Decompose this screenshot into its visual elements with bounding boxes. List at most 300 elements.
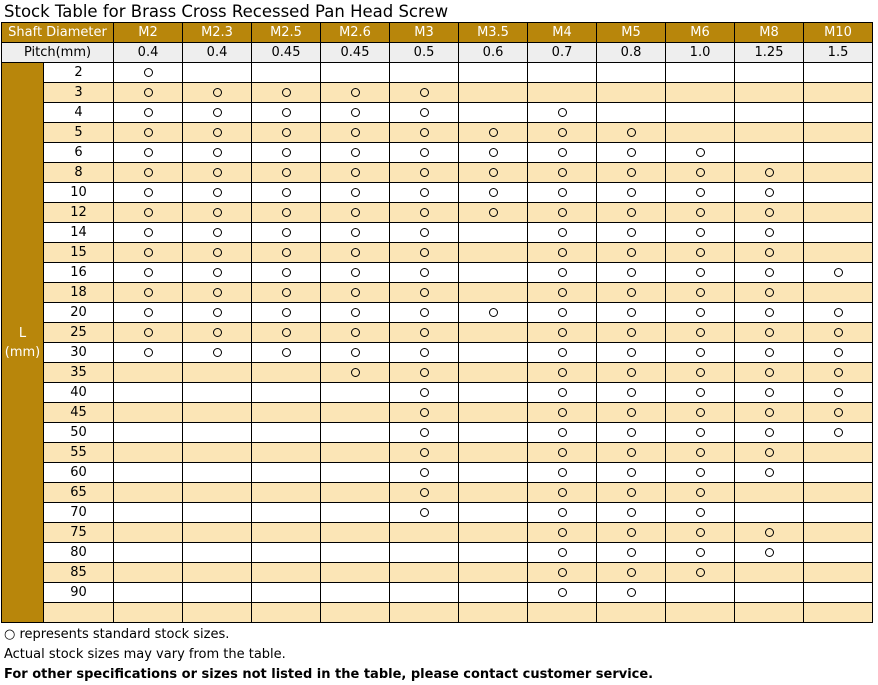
stock-cell [666, 403, 735, 423]
stock-cell [735, 223, 804, 243]
stock-cell [390, 63, 459, 83]
stock-mark-circle-icon [351, 368, 360, 377]
stock-mark-circle-icon [834, 388, 843, 397]
stock-cell [666, 523, 735, 543]
length-value: 65 [44, 483, 114, 503]
stock-mark-circle-icon [558, 188, 567, 197]
stock-cell [321, 583, 390, 603]
table-row [2, 363, 873, 383]
stock-mark-circle-icon [144, 288, 153, 297]
stock-cell [459, 563, 528, 583]
stock-mark-circle-icon [696, 448, 705, 457]
stock-mark-circle-icon [144, 308, 153, 317]
stock-mark-circle-icon [489, 168, 498, 177]
stock-cell [252, 403, 321, 423]
stock-cell [528, 303, 597, 323]
pitch-row [2, 43, 873, 63]
stock-cell [390, 383, 459, 403]
stock-mark-circle-icon [627, 348, 636, 357]
stock-cell [114, 283, 183, 303]
table-row [2, 143, 873, 163]
length-value: 3 [44, 83, 114, 103]
stock-mark-circle-icon [696, 468, 705, 477]
stock-mark-circle-icon [144, 268, 153, 277]
table-row [2, 203, 873, 223]
stock-mark-circle-icon [558, 368, 567, 377]
stock-cell [666, 603, 735, 623]
stock-cell [735, 263, 804, 283]
size-header-m3: M3 [390, 23, 459, 43]
stock-cell [735, 563, 804, 583]
stock-cell [804, 463, 873, 483]
stock-mark-circle-icon [558, 428, 567, 437]
stock-cell [459, 103, 528, 123]
size-header-m8: M8 [735, 23, 804, 43]
stock-cell [390, 423, 459, 443]
pitch-value: 0.5 [390, 43, 459, 63]
stock-mark-circle-icon [213, 228, 222, 237]
stock-mark-circle-icon [420, 448, 429, 457]
stock-cell [804, 123, 873, 143]
stock-cell [528, 403, 597, 423]
stock-mark-circle-icon [420, 408, 429, 417]
stock-mark-circle-icon [420, 188, 429, 197]
stock-mark-circle-icon [834, 428, 843, 437]
stock-cell [390, 503, 459, 523]
stock-cell [390, 523, 459, 543]
stock-mark-circle-icon [627, 548, 636, 557]
table-row [2, 543, 873, 563]
stock-cell [528, 563, 597, 583]
stock-mark-circle-icon [213, 168, 222, 177]
stock-cell [459, 403, 528, 423]
stock-cell [666, 223, 735, 243]
stock-cell [183, 203, 252, 223]
length-value: 15 [44, 243, 114, 263]
stock-mark-circle-icon [627, 428, 636, 437]
stock-mark-circle-icon [696, 328, 705, 337]
stock-cell [114, 523, 183, 543]
stock-mark-circle-icon [489, 188, 498, 197]
stock-cell [804, 323, 873, 343]
stock-cell [528, 223, 597, 243]
stock-cell [597, 523, 666, 543]
stock-cell [252, 303, 321, 323]
stock-cell [252, 243, 321, 263]
stock-cell [459, 603, 528, 623]
stock-cell [390, 223, 459, 243]
table-row [2, 83, 873, 103]
stock-cell [390, 603, 459, 623]
stock-mark-circle-icon [351, 188, 360, 197]
stock-cell [390, 203, 459, 223]
stock-cell [666, 143, 735, 163]
length-value: 25 [44, 323, 114, 343]
length-value: 70 [44, 503, 114, 523]
stock-cell [459, 323, 528, 343]
stock-mark-circle-icon [627, 468, 636, 477]
stock-cell [459, 463, 528, 483]
stock-cell [804, 483, 873, 503]
stock-cell [666, 483, 735, 503]
stock-cell [459, 363, 528, 383]
stock-mark-circle-icon [420, 128, 429, 137]
stock-cell [252, 143, 321, 163]
stock-cell [597, 63, 666, 83]
size-header-m2-3: M2.3 [183, 23, 252, 43]
stock-mark-circle-icon [696, 288, 705, 297]
stock-mark-circle-icon [144, 228, 153, 237]
length-value: 4 [44, 103, 114, 123]
stock-mark-circle-icon [558, 408, 567, 417]
stock-cell [252, 463, 321, 483]
stock-mark-circle-icon [351, 228, 360, 237]
stock-cell [666, 563, 735, 583]
stock-mark-circle-icon [351, 328, 360, 337]
table-row [2, 223, 873, 243]
stock-cell [804, 283, 873, 303]
length-label-l: L [18, 325, 27, 341]
stock-mark-circle-icon [282, 108, 291, 117]
stock-cell [735, 443, 804, 463]
stock-mark-circle-icon [558, 548, 567, 557]
stock-cell [597, 603, 666, 623]
stock-cell [114, 163, 183, 183]
stock-cell [252, 283, 321, 303]
stock-cell [597, 183, 666, 203]
stock-cell [666, 463, 735, 483]
stock-mark-circle-icon [420, 288, 429, 297]
stock-mark-circle-icon [765, 288, 774, 297]
stock-cell [666, 583, 735, 603]
stock-mark-circle-icon [420, 88, 429, 97]
stock-cell [804, 103, 873, 123]
stock-mark-circle-icon [765, 388, 774, 397]
stock-mark-circle-icon [834, 328, 843, 337]
stock-cell [321, 183, 390, 203]
stock-mark-circle-icon [213, 268, 222, 277]
stock-mark-circle-icon [765, 208, 774, 217]
stock-mark-circle-icon [420, 228, 429, 237]
size-header-m10: M10 [804, 23, 873, 43]
stock-mark-circle-icon [420, 308, 429, 317]
stock-cell [321, 143, 390, 163]
stock-cell [321, 363, 390, 383]
stock-mark-circle-icon [627, 308, 636, 317]
stock-mark-circle-icon [489, 308, 498, 317]
stock-cell [597, 443, 666, 463]
stock-cell [666, 363, 735, 383]
stock-cell [321, 483, 390, 503]
stock-mark-circle-icon [696, 188, 705, 197]
stock-mark-circle-icon [213, 108, 222, 117]
length-value: 90 [44, 583, 114, 603]
stock-cell [735, 583, 804, 603]
stock-mark-circle-icon [696, 348, 705, 357]
stock-mark-circle-icon [282, 248, 291, 257]
stock-cell [597, 303, 666, 323]
size-header-m4: M4 [528, 23, 597, 43]
stock-mark-circle-icon [282, 308, 291, 317]
legend-note: ○ represents standard stock sizes. [4, 627, 230, 642]
stock-cell [321, 523, 390, 543]
stock-mark-circle-icon [420, 208, 429, 217]
length-value [44, 603, 114, 623]
stock-cell [597, 243, 666, 263]
table-row [2, 583, 873, 603]
stock-mark-circle-icon [696, 568, 705, 577]
stock-mark-circle-icon [213, 208, 222, 217]
stock-mark-circle-icon [144, 328, 153, 337]
stock-cell [390, 303, 459, 323]
stock-cell [114, 463, 183, 483]
stock-cell [252, 383, 321, 403]
stock-cell [114, 483, 183, 503]
stock-cell [321, 323, 390, 343]
stock-cell [804, 63, 873, 83]
stock-cell [114, 63, 183, 83]
stock-mark-circle-icon [282, 168, 291, 177]
stock-mark-circle-icon [696, 408, 705, 417]
stock-cell [321, 243, 390, 263]
stock-mark-circle-icon [213, 308, 222, 317]
length-value: 35 [44, 363, 114, 383]
table-row [2, 323, 873, 343]
stock-mark-circle-icon [558, 228, 567, 237]
stock-cell [666, 263, 735, 283]
table-row [2, 243, 873, 263]
size-header-m6: M6 [666, 23, 735, 43]
stock-mark-circle-icon [351, 288, 360, 297]
stock-cell [735, 303, 804, 323]
table-row [2, 403, 873, 423]
stock-cell [459, 283, 528, 303]
stock-cell [114, 243, 183, 263]
stock-cell [321, 83, 390, 103]
stock-cell [528, 383, 597, 403]
stock-cell [390, 163, 459, 183]
stock-cell [735, 523, 804, 543]
stock-cell [321, 203, 390, 223]
stock-cell [321, 303, 390, 323]
stock-mark-circle-icon [765, 248, 774, 257]
stock-mark-circle-icon [213, 248, 222, 257]
stock-mark-circle-icon [627, 268, 636, 277]
stock-mark-circle-icon [282, 348, 291, 357]
variance-note: Actual stock sizes may vary from the table. [4, 647, 286, 662]
stock-mark-circle-icon [489, 148, 498, 157]
stock-cell [390, 183, 459, 203]
stock-cell [390, 263, 459, 283]
length-value: 14 [44, 223, 114, 243]
table-row [2, 303, 873, 323]
stock-mark-circle-icon [558, 268, 567, 277]
stock-cell [528, 203, 597, 223]
stock-cell [390, 343, 459, 363]
stock-mark-circle-icon [144, 188, 153, 197]
stock-cell [528, 103, 597, 123]
table-row [2, 343, 873, 363]
stock-mark-circle-icon [282, 328, 291, 337]
stock-cell [252, 583, 321, 603]
stock-cell [666, 63, 735, 83]
stock-cell [390, 543, 459, 563]
stock-cell [321, 503, 390, 523]
stock-cell [390, 323, 459, 343]
stock-cell [735, 323, 804, 343]
stock-cell [321, 403, 390, 423]
stock-mark-circle-icon [351, 348, 360, 357]
stock-cell [735, 463, 804, 483]
stock-cell [252, 223, 321, 243]
stock-mark-circle-icon [420, 508, 429, 517]
stock-cell [735, 483, 804, 503]
stock-mark-circle-icon [489, 208, 498, 217]
stock-cell [735, 363, 804, 383]
size-header-m2-5: M2.5 [252, 23, 321, 43]
stock-table [1, 22, 873, 623]
stock-cell [183, 263, 252, 283]
stock-cell [114, 403, 183, 423]
pitch-value: 1.25 [735, 43, 804, 63]
stock-mark-circle-icon [489, 128, 498, 137]
stock-mark-circle-icon [282, 268, 291, 277]
length-value: 10 [44, 183, 114, 203]
stock-cell [183, 403, 252, 423]
stock-cell [252, 123, 321, 143]
stock-cell [804, 303, 873, 323]
stock-cell [804, 263, 873, 283]
stock-cell [183, 123, 252, 143]
stock-cell [666, 443, 735, 463]
stock-cell [252, 203, 321, 223]
stock-cell [804, 543, 873, 563]
stock-cell [321, 563, 390, 583]
stock-mark-circle-icon [627, 188, 636, 197]
stock-mark-circle-icon [144, 248, 153, 257]
stock-mark-circle-icon [765, 428, 774, 437]
stock-cell [804, 343, 873, 363]
table-row [2, 603, 873, 623]
stock-cell [459, 163, 528, 183]
length-value: 80 [44, 543, 114, 563]
stock-cell [459, 543, 528, 563]
stock-cell [804, 523, 873, 543]
stock-cell [252, 543, 321, 563]
length-value: 30 [44, 343, 114, 363]
stock-cell [459, 143, 528, 163]
length-value: 16 [44, 263, 114, 283]
stock-mark-circle-icon [558, 208, 567, 217]
stock-cell [528, 583, 597, 603]
stock-mark-circle-icon [558, 448, 567, 457]
length-axis-label [2, 63, 44, 623]
stock-cell [735, 503, 804, 523]
stock-mark-circle-icon [627, 388, 636, 397]
stock-mark-circle-icon [627, 448, 636, 457]
stock-mark-circle-icon [144, 348, 153, 357]
stock-cell [735, 103, 804, 123]
stock-mark-circle-icon [627, 368, 636, 377]
stock-cell [597, 543, 666, 563]
stock-cell [114, 143, 183, 163]
stock-cell [183, 243, 252, 263]
stock-cell [528, 343, 597, 363]
stock-cell [597, 203, 666, 223]
stock-cell [459, 303, 528, 323]
stock-cell [183, 563, 252, 583]
stock-cell [459, 423, 528, 443]
stock-cell [321, 443, 390, 463]
pitch-value: 0.45 [252, 43, 321, 63]
stock-cell [183, 343, 252, 363]
stock-mark-circle-icon [627, 508, 636, 517]
stock-mark-circle-icon [420, 428, 429, 437]
length-value: 6 [44, 143, 114, 163]
stock-cell [390, 103, 459, 123]
table-row [2, 103, 873, 123]
stock-cell [666, 343, 735, 363]
stock-cell [183, 363, 252, 383]
stock-mark-circle-icon [696, 308, 705, 317]
stock-mark-circle-icon [765, 308, 774, 317]
stock-mark-circle-icon [213, 148, 222, 157]
stock-mark-circle-icon [351, 148, 360, 157]
table-row [2, 523, 873, 543]
stock-cell [735, 83, 804, 103]
stock-cell [321, 163, 390, 183]
stock-cell [390, 243, 459, 263]
stock-mark-circle-icon [144, 108, 153, 117]
stock-mark-circle-icon [351, 88, 360, 97]
stock-cell [597, 283, 666, 303]
stock-cell [459, 503, 528, 523]
page-title: Stock Table for Brass Cross Recessed Pan Head Screw [4, 2, 449, 21]
stock-cell [528, 603, 597, 623]
stock-mark-circle-icon [213, 128, 222, 137]
stock-cell [459, 243, 528, 263]
stock-mark-circle-icon [834, 268, 843, 277]
stock-mark-circle-icon [627, 408, 636, 417]
stock-cell [183, 503, 252, 523]
stock-cell [183, 543, 252, 563]
stock-cell [597, 383, 666, 403]
stock-mark-circle-icon [282, 228, 291, 237]
stock-mark-circle-icon [351, 268, 360, 277]
stock-mark-circle-icon [765, 268, 774, 277]
stock-mark-circle-icon [213, 288, 222, 297]
stock-cell [528, 243, 597, 263]
stock-mark-circle-icon [351, 308, 360, 317]
stock-cell [666, 203, 735, 223]
stock-cell [252, 163, 321, 183]
stock-cell [390, 143, 459, 163]
stock-mark-circle-icon [558, 328, 567, 337]
stock-cell [390, 283, 459, 303]
stock-cell [597, 363, 666, 383]
stock-cell [804, 223, 873, 243]
stock-cell [183, 63, 252, 83]
stock-cell [528, 283, 597, 303]
stock-cell [528, 423, 597, 443]
stock-cell [390, 583, 459, 603]
stock-cell [804, 203, 873, 223]
stock-mark-circle-icon [765, 528, 774, 537]
length-value: 20 [44, 303, 114, 323]
stock-cell [114, 363, 183, 383]
stock-cell [252, 603, 321, 623]
stock-mark-circle-icon [627, 148, 636, 157]
